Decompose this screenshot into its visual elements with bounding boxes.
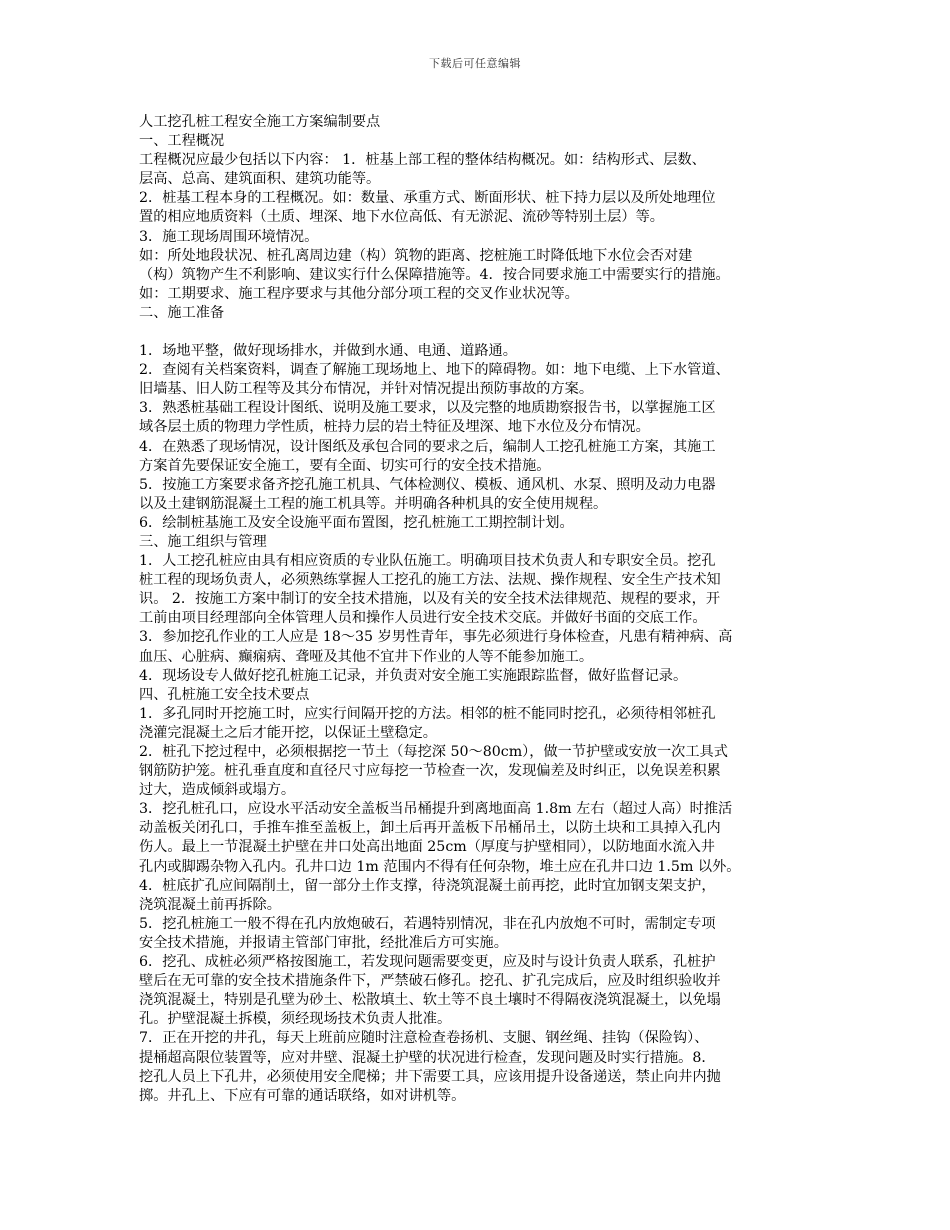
document-line: 3．施工现场周围环境情况。: [139, 228, 319, 245]
document-line: 如：工期要求、施工程序要求与其他分部分项工程的交叉作业状况等。: [139, 285, 579, 302]
document-line: 挖孔人员上下孔井，必须使用安全爬梯；井下需要工具，应该用提升设备递送，禁止向井内抛: [139, 1068, 721, 1085]
document-line: 6．绘制桩基施工及安全设施平面布置图，挖孔桩施工工期控制计划。: [139, 514, 574, 531]
document-line: 伤人。最上一节混凝土护壁在井口处高出地面 25cm（厚度与护壁相同），以防地面水流入井: [139, 839, 715, 856]
document-line: 6．挖孔、成桩必须严格按图施工，若发现问题需要变更，应及时与设计负责人联系，孔桩护: [139, 954, 716, 971]
document-line: [139, 323, 815, 342]
document-line: 浇灌完混凝土之后才能开挖，以保证土壁稳定。: [139, 724, 437, 741]
document-line: 掷。井孔上、下应有可靠的通话联络，如对讲机等。: [139, 1087, 466, 1104]
document-line: 5．挖孔桩施工一般不得在孔内放炮破石，若遇特别情况，非在孔内放炮不可时，需制定专项: [139, 915, 716, 932]
document-body: [139, 113, 815, 1106]
document-line: 桩工程的现场负责人，必须熟练掌握人工挖孔的施工方法、法规、操作规程、安全生产技术知: [139, 572, 721, 589]
document-line: 四、孔桩施工安全技术要点: [139, 686, 310, 703]
document-line: 浇筑混凝土，特别是孔壁为砂土、松散填土、软土等不良土壤时不得隔夜浇筑混凝土，以免塌: [139, 992, 721, 1009]
document-line: 三、施工组织与管理: [139, 533, 267, 550]
document-line: 旧墙基、旧人防工程等及其分布情况，并针对情况提出预防事故的方案。: [139, 381, 594, 398]
document-line: 血压、心脏病、癫痫病、聋哑及其他不宜井下作业的人等不能参加施工。: [139, 648, 594, 665]
document-line: 2．桩孔下挖过程中，必须根据挖一节土（每挖深 50～80cm），做一节护壁或安放一次工具式: [139, 744, 728, 760]
document-line: 工程概况应最少包括以下内容： 1．桩基上部工程的整体结构概况。如：结构形式、层数、: [139, 152, 706, 169]
document-line: 4．桩底扩孔应间隔削土，留一部分土作支撑，待浇筑混凝土前再挖，此时宜加钢支架支护，: [139, 877, 716, 894]
document-line: 如：所处地段状况、桩孔离周边建（构）筑物的距离、挖桩施工时降低地下水位会否对建: [139, 247, 693, 264]
document-line: 人工挖孔桩工程安全施工方案编制要点: [139, 114, 381, 130]
document-line: 孔内或脚踢杂物入孔内。孔井口边 1m 范围内不得有任何杂物，堆土应在孔井口边 1.5m 以外。: [139, 858, 741, 875]
document-line: 动盖板关闭孔口，手推车推至盖板上，卸土后再开盖板下吊桶吊土，以防土块和工具掉入孔内: [139, 820, 721, 837]
document-line: 域各层土质的物理力学性质，桩持力层的岩土特征及埋深、地下水位及分布情况。: [139, 419, 650, 436]
document-line: 1．多孔同时开挖施工时，应实行间隔开挖的方法。相邻的桩不能同时挖孔，必须待相邻桩孔: [139, 705, 716, 722]
document-line: 提桶超高限位装置等，应对井壁、混凝土护壁的状况进行检查，发现问题及时实行措施。8．: [139, 1049, 716, 1066]
document-line: 以及土建钢筋混凝土工程的施工机具等。并明确各种机具的安全使用规程。: [139, 495, 608, 512]
document-line: 5．按施工方案要求备齐挖孔施工机具、气体检测仪、模板、通风机、水泵、照明及动力电器: [139, 476, 716, 493]
document-line: 过大，造成倾斜或塌方。: [139, 782, 296, 799]
document-line: 二、施工准备: [139, 304, 225, 321]
document-line: 层高、总高、建筑面积、建筑功能等。: [139, 171, 381, 188]
document-line: 壁后在无可靠的安全技术措施条件下，严禁破石修孔。挖孔、扩孔完成后，应及时组织验收并: [139, 973, 721, 990]
document-line: 1．人工挖孔桩应由具有相应资质的专业队伍施工。明确项目技术负责人和专职安全员。挖孔: [139, 553, 716, 570]
document-line: 2．查阅有关档案资料，调查了解施工现场地上、地下的障碍物。如：地下电缆、上下水管道、: [139, 362, 730, 379]
document-line: 工前由项目经理部向全体管理人员和操作人员进行安全技术交底。并做好书面的交底工作。: [139, 610, 707, 627]
document-line: 3．熟悉桩基础工程设计图纸、说明及施工要求，以及完整的地质勘察报告书，以掌握施工区: [139, 400, 716, 417]
document-line: 置的相应地质资料（土质、埋深、地下水位高低、有无淤泥、流砂等特别土层）等。: [139, 209, 664, 226]
document-line: 孔。护壁混凝土拆模，须经现场技术负责人批准。: [139, 1011, 452, 1028]
document-line: 1．场地平整，做好现场排水，并做到水通、电通、道路通。: [139, 343, 517, 360]
document-line: 一、工程概况: [139, 133, 225, 150]
document-line: 识。 2．按施工方案中制订的安全技术措施，以及有关的安全技术法律规范、规程的要求，开: [139, 591, 721, 608]
document-line: （构）筑物产生不利影响、建议实行什么保障措施等。4．按合同要求施工中需要实行的措施。: [139, 266, 730, 283]
document-line: 7．正在开挖的井孔，每天上班前应随时注意检查卷扬机、支腿、钢丝绳、挂钩（保险钩）、: [139, 1030, 709, 1047]
document-line: 浇筑混凝土前再拆除。: [139, 896, 281, 913]
document-line: 方案首先要保证安全施工，要有全面、切实可行的安全技术措施。: [139, 457, 551, 474]
document-line: 钢筋防护笼。桩孔垂直度和直径尺寸应每挖一节检查一次，发现偏差及时纠正，以免误差积累: [139, 763, 721, 780]
document-line: 3．挖孔桩孔口，应设水平活动安全盖板当吊桶提升到离地面高 1.8m 左右（超过人高）时推活: [139, 801, 733, 818]
download-edit-note: 下载后可任意编辑: [429, 57, 521, 70]
document-line: 安全技术措施，并报请主管部门审批，经批准后方可实施。: [139, 934, 508, 951]
document-line: 3．参加挖孔作业的工人应是 18～35 岁男性青年，事先必须进行身体检查，凡患有精神病、高: [139, 629, 733, 646]
document-line: 4．在熟悉了现场情况，设计图纸及承包合同的要求之后，编制人工挖孔桩施工方案，其施工: [139, 438, 716, 455]
document-line: 2．桩基工程本身的工程概况。如：数量、承重方式、断面形状、桩下持力层以及所处地理位: [139, 190, 716, 207]
document-line: 4．现场设专人做好挖孔桩施工记录，并负责对安全施工实施跟踪监督，做好监督记录。: [139, 667, 688, 684]
